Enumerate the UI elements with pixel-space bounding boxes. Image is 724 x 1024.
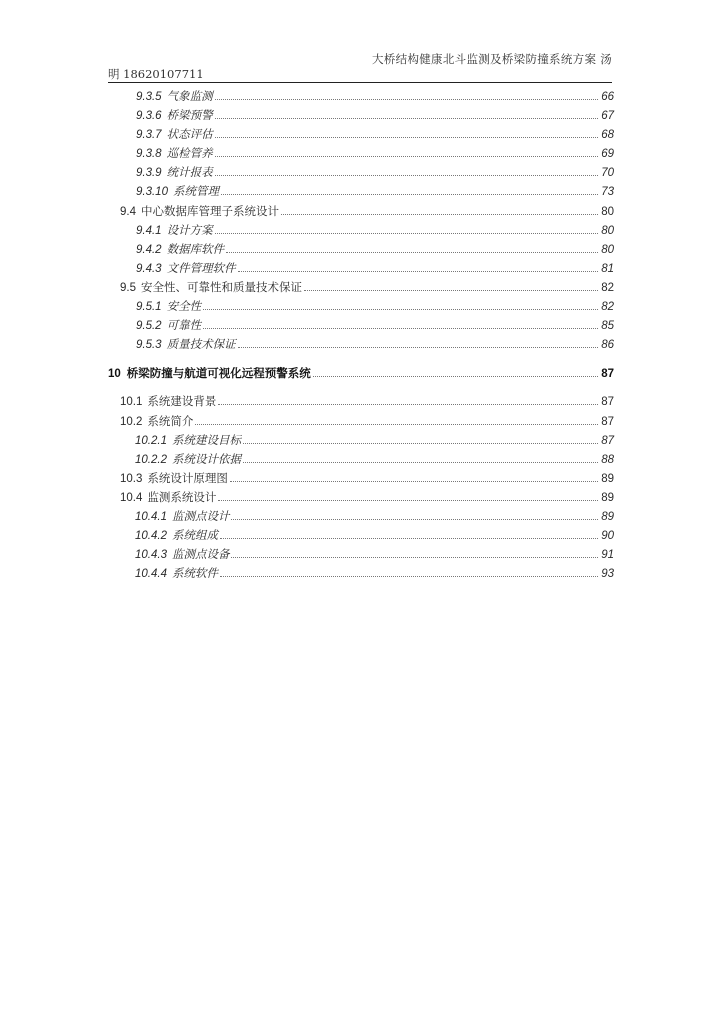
toc-entry-page: 80 xyxy=(601,205,614,218)
toc-entry[interactable] xyxy=(108,260,614,279)
toc-entry-title: 中心数据库管理子系统设计 xyxy=(141,203,279,218)
toc-dot-leader xyxy=(215,175,598,176)
toc-dot-leader xyxy=(238,347,598,348)
toc-dot-leader xyxy=(231,519,598,520)
toc-entry-title: 桥梁防撞与航道可视化远程预警系统 xyxy=(126,366,311,381)
toc-entry-number: 10.4.1 xyxy=(135,510,167,523)
toc-entry-number: 10.1 xyxy=(120,396,143,409)
toc-entry-title: 安全性 xyxy=(166,299,202,314)
toc-entry[interactable] xyxy=(108,126,614,145)
toc-entry-page: 89 xyxy=(601,491,614,504)
toc-entry[interactable] xyxy=(108,413,614,432)
toc-entry-title: 系统管理 xyxy=(172,184,219,199)
table-of-contents xyxy=(108,88,614,584)
toc-entry-page: 73 xyxy=(601,186,614,199)
toc-entry-page: 81 xyxy=(601,262,614,275)
toc-entry-title: 监测系统设计 xyxy=(147,489,217,504)
toc-entry-title: 数据库软件 xyxy=(166,241,225,256)
toc-entry-number: 10.3 xyxy=(120,472,143,485)
toc-entry-page: 87 xyxy=(601,415,614,428)
toc-entry-page: 68 xyxy=(601,129,614,142)
toc-entry-number: 9.3.9 xyxy=(136,167,162,180)
toc-entry-page: 93 xyxy=(601,568,614,581)
toc-entry-page: 70 xyxy=(601,167,614,180)
toc-entry-number: 9.5.2 xyxy=(136,320,162,333)
toc-entry-number: 10.2.2 xyxy=(135,453,167,466)
toc-entry-number: 10.2 xyxy=(120,415,143,428)
toc-entry-number: 10.4.3 xyxy=(135,549,167,562)
toc-entry[interactable] xyxy=(108,451,614,470)
toc-entry-title: 统计报表 xyxy=(166,165,213,180)
toc-entry-title: 系统建设目标 xyxy=(171,432,241,447)
toc-entry-page: 89 xyxy=(601,510,614,523)
toc-entry[interactable] xyxy=(108,145,614,164)
toc-entry-page: 80 xyxy=(601,224,614,237)
toc-entry-page: 87 xyxy=(601,434,614,447)
toc-entry-page: 91 xyxy=(601,549,614,562)
toc-dot-leader xyxy=(215,118,598,119)
toc-entry-title: 系统建设背景 xyxy=(147,394,217,409)
toc-entry-title: 系统组成 xyxy=(171,528,218,543)
toc-entry[interactable] xyxy=(108,107,614,126)
toc-dot-leader xyxy=(230,481,598,482)
toc-entry[interactable] xyxy=(108,393,614,412)
toc-dot-leader xyxy=(231,557,598,558)
toc-entry-page: 88 xyxy=(601,453,614,466)
toc-dot-leader xyxy=(218,404,598,405)
toc-dot-leader xyxy=(304,290,598,291)
toc-entry-page: 87 xyxy=(601,396,614,409)
toc-entry-number: 10.4 xyxy=(120,491,143,504)
toc-entry-number: 9.4.3 xyxy=(136,262,162,275)
toc-entry-number: 10.4.2 xyxy=(135,530,167,543)
toc-entry[interactable] xyxy=(108,527,614,546)
toc-entry-number: 10.4.4 xyxy=(135,568,167,581)
toc-entry-title: 系统设计依据 xyxy=(171,451,241,466)
toc-entry-number: 9.5.1 xyxy=(136,301,162,314)
toc-entry-title: 监测点设计 xyxy=(171,508,230,523)
toc-entry-number: 9.3.6 xyxy=(136,110,162,123)
toc-entry-title: 巡检管养 xyxy=(166,146,213,161)
toc-entry[interactable] xyxy=(108,489,614,508)
toc-dot-leader xyxy=(203,328,598,329)
toc-entry-title: 系统软件 xyxy=(171,566,218,581)
toc-entry-title: 桥梁预警 xyxy=(166,108,213,123)
toc-entry-number: 9.3.8 xyxy=(136,148,162,161)
toc-entry[interactable] xyxy=(108,222,614,241)
toc-entry[interactable] xyxy=(108,317,614,336)
toc-entry-page: 67 xyxy=(601,110,614,123)
toc-entry[interactable] xyxy=(108,203,614,222)
toc-entry[interactable] xyxy=(108,183,614,202)
toc-entry-page: 85 xyxy=(601,320,614,333)
toc-entry[interactable] xyxy=(108,241,614,260)
toc-entry-title: 质量技术保证 xyxy=(166,337,236,352)
toc-dot-leader xyxy=(215,156,598,157)
toc-entry-number: 9.4.2 xyxy=(136,243,162,256)
toc-entry-page: 90 xyxy=(601,530,614,543)
toc-entry-title: 监测点设备 xyxy=(171,547,230,562)
header-divider xyxy=(108,82,612,83)
toc-dot-leader xyxy=(243,462,598,463)
toc-entry[interactable] xyxy=(108,546,614,565)
toc-dot-leader xyxy=(243,443,598,444)
toc-entry-number: 9.5 xyxy=(120,281,136,294)
toc-entry-page: 82 xyxy=(601,281,614,294)
toc-dot-leader xyxy=(220,576,598,577)
toc-entry[interactable] xyxy=(108,565,614,584)
toc-entry-number: 9.4.1 xyxy=(136,224,162,237)
toc-dot-leader xyxy=(218,500,598,501)
toc-entry[interactable] xyxy=(108,470,614,489)
toc-entry-number: 9.3.5 xyxy=(136,91,162,103)
toc-entry-page: 82 xyxy=(601,301,614,314)
toc-dot-leader xyxy=(215,233,598,234)
toc-dot-leader xyxy=(203,309,598,310)
toc-dot-leader xyxy=(220,538,598,539)
toc-dot-leader xyxy=(281,214,598,215)
toc-entry[interactable] xyxy=(108,432,614,451)
toc-entry-page: 66 xyxy=(601,91,614,103)
toc-entry-title: 设计方案 xyxy=(166,222,213,237)
toc-dot-leader xyxy=(313,376,598,377)
toc-dot-leader xyxy=(238,271,598,272)
toc-entry-page: 69 xyxy=(601,148,614,161)
toc-entry-title: 系统简介 xyxy=(147,413,194,428)
toc-entry[interactable] xyxy=(108,164,614,183)
toc-entry[interactable] xyxy=(108,336,614,355)
toc-entry[interactable] xyxy=(108,365,614,384)
toc-entry-title: 系统设计原理图 xyxy=(147,470,228,485)
header-title: 大桥结构健康北斗监测及桥梁防撞系统方案 汤 xyxy=(372,52,612,66)
toc-entry-page: 87 xyxy=(601,368,614,381)
toc-entry[interactable] xyxy=(108,88,614,107)
toc-entry-title: 状态评估 xyxy=(166,127,213,142)
toc-dot-leader xyxy=(195,424,598,425)
toc-entry-number: 9.3.7 xyxy=(136,129,162,142)
toc-entry-title: 气象监测 xyxy=(166,89,213,103)
toc-entry-title: 文件管理软件 xyxy=(166,260,236,275)
toc-entry-title: 安全性、可靠性和质量技术保证 xyxy=(141,279,302,294)
toc-entry-number: 10 xyxy=(108,368,121,381)
toc-entry-number: 9.4 xyxy=(120,205,136,218)
toc-dot-leader xyxy=(226,252,598,253)
toc-entry-page: 80 xyxy=(601,243,614,256)
toc-entry-number: 10.2.1 xyxy=(135,434,167,447)
toc-entry[interactable] xyxy=(108,508,614,527)
toc-entry-page: 89 xyxy=(601,472,614,485)
toc-entry-title: 可靠性 xyxy=(166,318,202,333)
toc-entry-number: 9.3.10 xyxy=(136,186,168,199)
toc-entry-page: 86 xyxy=(601,339,614,352)
toc-entry[interactable] xyxy=(108,298,614,317)
toc-entry[interactable] xyxy=(108,279,614,298)
toc-dot-leader xyxy=(215,137,598,138)
header-contact: 明 18620107711 xyxy=(108,67,204,81)
toc-dot-leader xyxy=(221,194,598,195)
toc-dot-leader xyxy=(215,99,598,100)
toc-entry-number: 9.5.3 xyxy=(136,339,162,352)
